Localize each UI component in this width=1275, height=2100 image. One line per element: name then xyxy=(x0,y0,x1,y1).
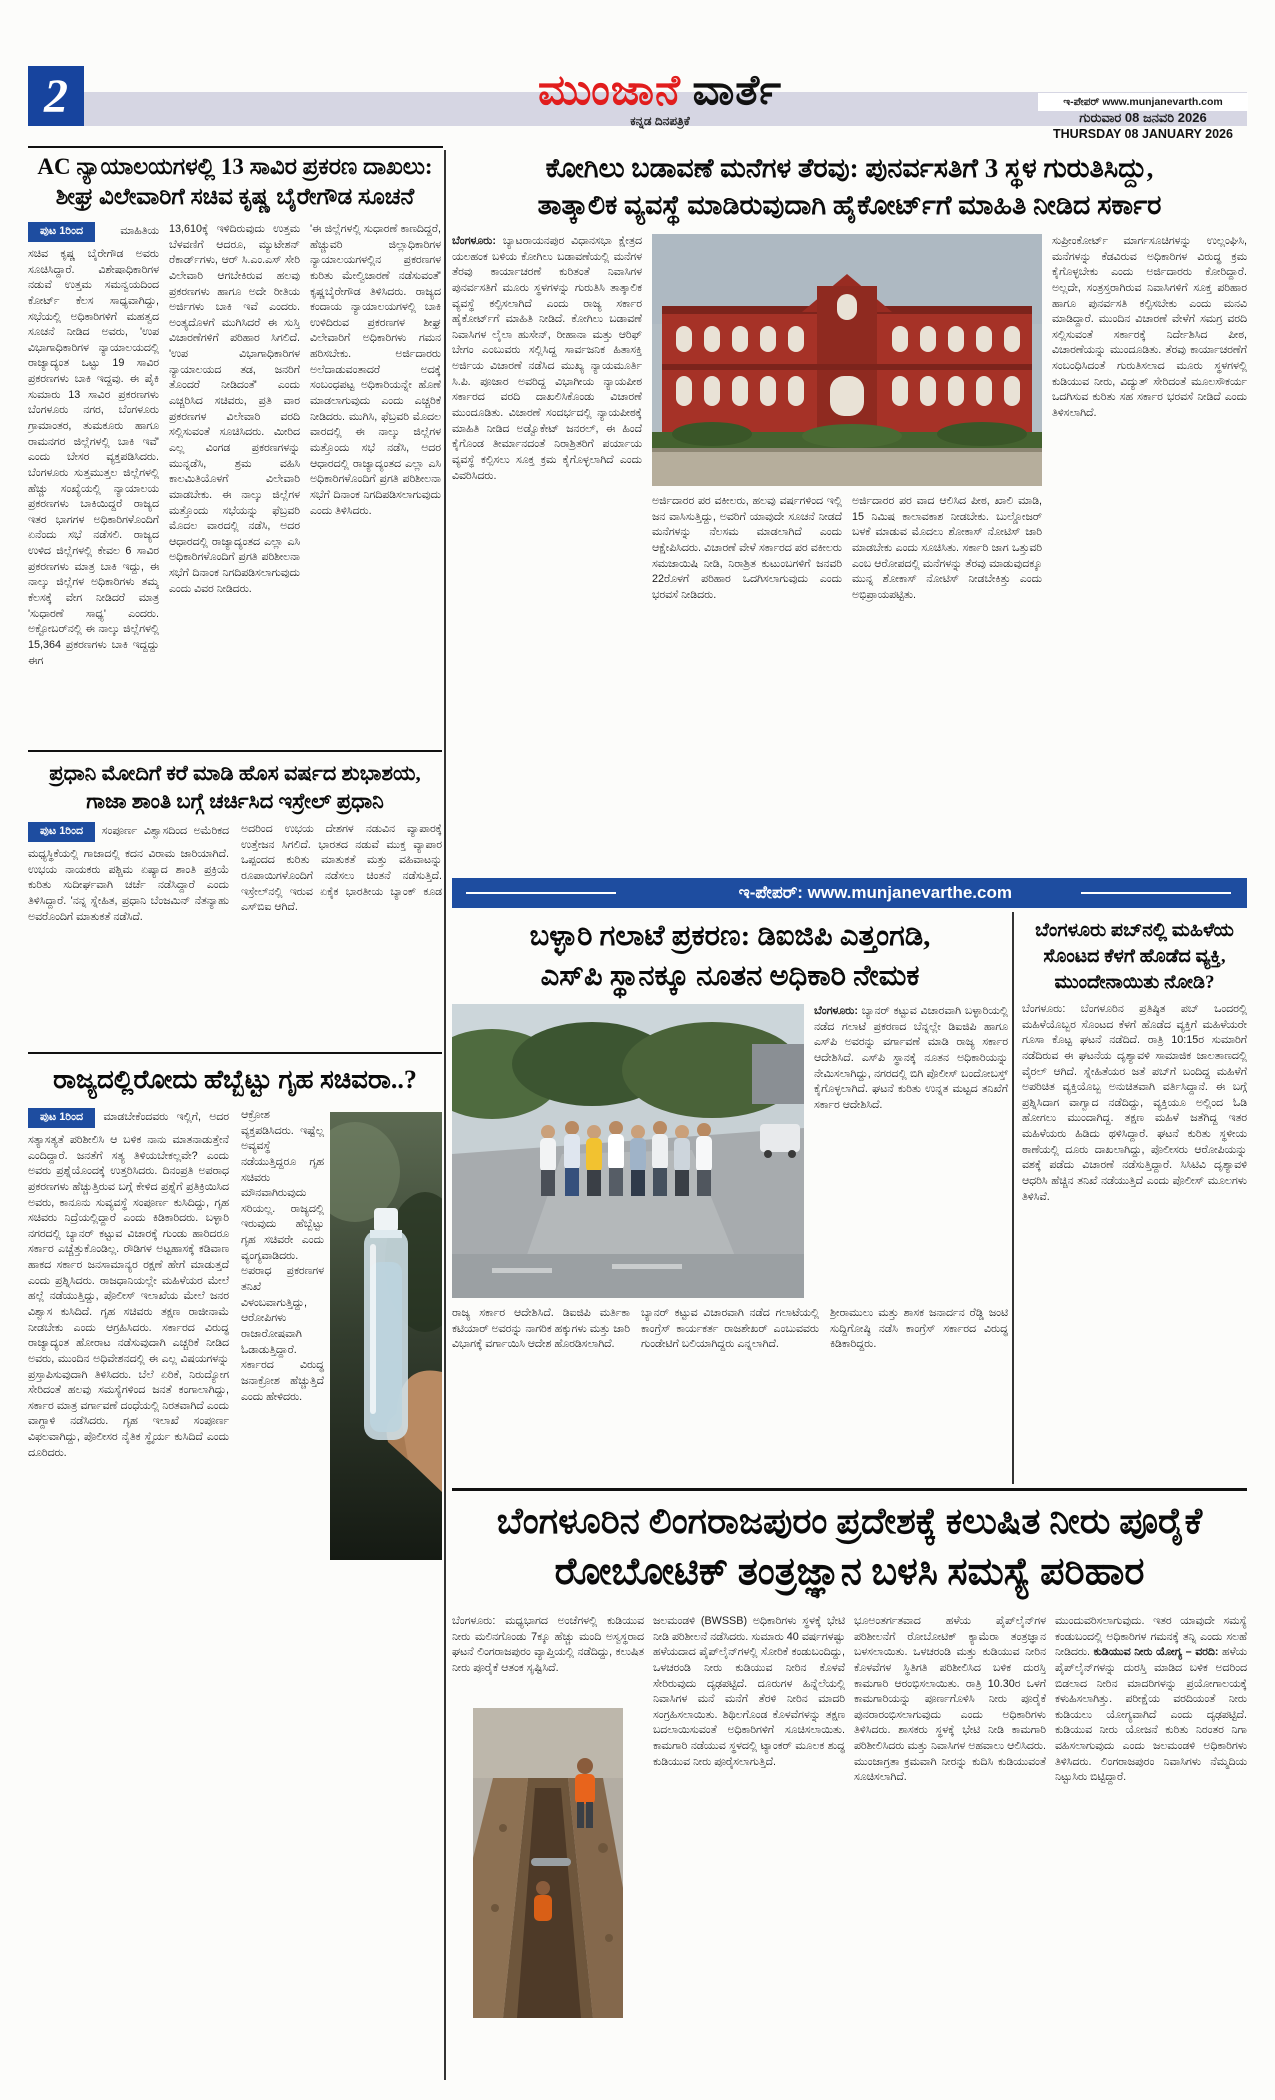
article-ac-body xyxy=(28,222,442,744)
article-hebbettu-body xyxy=(28,1108,442,2078)
epaper-url-top: ಇ-ಪೇಪರ್ www.munjanevarth.com xyxy=(1038,93,1248,111)
epaper-banner-text: ಇ-ಪೇಪರ್: www.munjanevarthe.com xyxy=(738,883,1012,902)
linga-col-1 xyxy=(452,1614,644,2080)
epaper-banner xyxy=(452,878,1247,908)
header-divider xyxy=(28,146,443,148)
kogilu-col1-text: ಬ್ಯಾಟರಾಯನಪುರ ವಿಧಾನಸಭಾ ಕ್ಷೇತ್ರದ ಯಲಹಂಕ ಬಳಿಯ ಕೋಗಿಲು ಬಡಾವಣೆಯಲ್ಲಿ ಮನೆಗಳ ತೆರವು ಕಾರ್ಯಾಚರಣೆ ಕುರಿತಂತೆ ನಿವಾಸಿಗಳ ಪುನರ್ವಸತಿಗೆ ಮೂರು ಸ್ಥಳಗಳನ್ನು ಗುರುತಿಸಿ ತಾತ್ಕಾಲಿಕ ವ್ಯವಸ್ಥೆ ಕಲ್ಪಿಸಲಾಗಿದೆ ಎಂದು ರಾಜ್ಯ ಸರ್ಕಾರ ಹೈಕೋರ್ಟ್‌ಗೆ ಮಾಹಿತಿ ನೀಡಿದೆ. ಕೋಗಿಲು ಬಡಾವಣೆ ನಿವಾಸಿಗಳ ಲೈಲಾ ಹುಸೇನ್, ರೀಹಾನಾ ಮತ್ತು ಆರಿಫ್ ಬೇಗಂ ಎಂಬುವರು ಸಲ್ಲಿಸಿದ್ದ ಸಾರ್ವಜನಿಕ ಹಿತಾಸಕ್ತಿ ಅರ್ಜಿಯ ವಿಚಾರಣೆ ನಡೆಸಿದ ಮುಖ್ಯ ನ್ಯಾಯಮೂರ್ತಿ ಸಿ.ಪಿ. ಪೂಜಾರ ಅವರಿದ್ದ ವಿಭಾಗೀಯ ನ್ಯಾಯಪೀಠ ಸರ್ಕಾರದ ವರದಿ ದಾಖಲಿಸಿಕೊಂಡು ವಿಚಾರಣೆ ಮುಂದೂಡಿತು. ವಿಚಾರಣೆ ಸಂದರ್ಭದಲ್ಲಿ ನ್ಯಾಯಪೀಠಕ್ಕೆ ಮಾಹಿತಿ ನೀಡಿದ ಅಡ್ವೊಕೇಟ್ ಜನರಲ್, ಈ ಹಿಂದೆ ಕೈಗೊಂಡ ತೀರ್ಮಾನದಂತೆ ನಿರಾಶ್ರಿತರಿಗೆ ಪರ್ಯಾಯ ವ್ಯವಸ್ಥೆ ಕಲ್ಪಿಸಲು ಸೂಕ್ತ ಕ್ರಮ ಕೈಗೊಳ್ಳಲಾಗಿದೆ ಎಂದು ವಿವರಿಸಿದರು. xyxy=(452,235,642,482)
modi-col-2: ಅದರಿಂದ ಉಭಯ ದೇಶಗಳ ನಡುವಿನ ವ್ಯಾಪಾರಕ್ಕೆ ಉತ್ತೇಜನ ಸಿಗಲಿದೆ. ಭಾರತದ ನಡುವೆ ಮುಕ್ತ ವ್ಯಾಪಾರ ಒಪ್ಪಂದದ ಕುರಿತು ಮಾತುಕತೆ ಮತ್ತು ವಹಿವಾಟನ್ನು ರೂಪಾಯಿಗಳೊಂದಿಗೆ ನಡೆಸಲು ಚಿಂತನೆ ನಡೆಸುತ್ತಿದೆ. ಇಸ್ರೇಲ್‌ನಲ್ಲಿ ಇರುವ ಏಕೈಕ ಭಾರತೀಯ ಬ್ಯಾಂಕ್ ಕೂಡ ಎಸ್‌ಬಿಐ ಆಗಿದೆ. xyxy=(241,823,442,914)
headline-linga-line2: ರೋಬೋಟಿಕ್ ತಂತ್ರಜ್ಞಾನ ಬಳಸಿ ಸಮಸ್ಯೆ ಪರಿಹಾರ xyxy=(554,1551,1145,1593)
bellary-side-col xyxy=(814,1004,1008,1298)
headline-modi-line2: ಗಾಜಾ ಶಾಂತಿ ಬಗ್ಗೆ ಚರ್ಚಿಸಿದ ಇಸ್ರೇಲ್ ಪ್ರಧಾನಿ xyxy=(86,788,384,813)
headline-ac-line1: AC ನ್ಯಾಯಾಲಯಗಳಲ್ಲಿ 13 ಸಾವಿರ ಪ್ರಕರಣ ದಾಖಲು: xyxy=(37,154,433,179)
hebbettu-col2-text: ಆಕ್ರೋಶ ವ್ಯಕ್ತಪಡಿಸಿದರು. ಇಷ್ಟೆಲ್ಲ ಅವ್ಯವಸ್ಥೆ ನಡೆಯುತ್ತಿದ್ದರೂ ಗೃಹ ಸಚಿವರು ಮೌನವಾಗಿರುವುದು ಸರಿಯಲ್ಲ. ರಾಜ್ಯದಲ್ಲಿ ಇರುವುದು ಹೆಬ್ಬೆಟ್ಟು ಗೃಹ ಸಚಿವರೇ ಎಂದು ವ್ಯಂಗ್ಯವಾಡಿದರು. ಅಪರಾಧ ಪ್ರಕರಣಗಳ ತನಿಖೆ ವಿಳಂಬವಾಗುತ್ತಿದ್ದು, ಆರೋಪಿಗಳು ರಾಜಾರೋಷವಾಗಿ ಓಡಾಡುತ್ತಿದ್ದಾರೆ. ಸರ್ಕಾರದ ವಿರುದ್ಧ ಜನಾಕ್ರೋಶ ಹೆಚ್ಚುತ್ತಿದೆ ಎಂದು ಹೇಳಿದರು. xyxy=(241,1109,324,1403)
linga-col-4 xyxy=(1055,1614,1247,2080)
headline-kogilu-line2: ತಾತ್ಕಾಲಿಕ ವ್ಯವಸ್ಥೆ ಮಾಡಿರುವುದಾಗಿ ಹೈಕೋರ್ಟ್‌ಗೆ ಮಾಹಿತಿ ನೀಡಿದ ಸರ್ಕಾರ xyxy=(537,189,1162,220)
linga-col-2: ಜಲಮಂಡಳಿ (BWSSB) ಅಧಿಕಾರಿಗಳು ಸ್ಥಳಕ್ಕೆ ಭೇಟಿ ನೀಡಿ ಪರಿಶೀಲನೆ ನಡೆಸಿದರು. ಸುಮಾರು 40 ವರ್ಷಗಳಷ್ಟು ಹಳೆಯದಾದ ಪೈಪ್‌ಲೈನ್‌ಗಳಲ್ಲಿ ಸೋರಿಕೆ ಕಂಡುಬಂದಿದ್ದು, ಒಳಚರಂಡಿ ನೀರು ಕುಡಿಯುವ ನೀರಿನ ಕೊಳವೆ ಸೇರಿರುವುದು ದೃಢಪಟ್ಟಿದೆ. ದೂರುಗಳ ಹಿನ್ನೆಲೆಯಲ್ಲಿ ನಿವಾಸಿಗಳ ಮನೆ ಮನೆಗೆ ತೆರಳಿ ನೀರಿನ ಮಾದರಿ ಸಂಗ್ರಹಿಸಲಾಯಿತು. ಶಿಥಿಲಗೊಂಡ ಕೊಳವೆಗಳನ್ನು ತಕ್ಷಣ ಬದಲಾಯಿಸುವಂತೆ ಅಧಿಕಾರಿಗಳಿಗೆ ಸೂಚಿಸಲಾಯಿತು. ಕಾಮಗಾರಿ ನಡೆಯುವ ಸ್ಥಳದಲ್ಲಿ ಟ್ಯಾಂಕರ್ ಮೂಲಕ ಶುದ್ಧ ಕುಡಿಯುವ ನೀರು ಪೂರೈಸಲಾಗುತ್ತಿದೆ. xyxy=(653,1615,845,1768)
water-bottle-photo-graphic xyxy=(330,1112,442,1560)
high-court-photo xyxy=(652,234,1042,486)
street-inspection-photo-graphic xyxy=(452,1004,804,1298)
continued-from-page1-tag: ಪುಟ 1ರಿಂದ xyxy=(28,822,95,842)
pub-col: ಬೆಂಗಳೂರು: ಬೆಂಗಳೂರಿನ ಪ್ರತಿಷ್ಠಿತ ಪಬ್ ಒಂದರಲ್ಲಿ ಮಹಿಳೆಯೊಬ್ಬರ ಸೊಂಟದ ಕೆಳಗೆ ಹೊಡೆದ ವ್ಯಕ್ತಿಗೆ ಮಹಿಳೆಯರೇ ಗೂಸಾ ಕೊಟ್ಟ ಘಟನೆ ನಡೆದಿದೆ. ರಾತ್ರಿ 10:15ರ ಸುಮಾರಿಗೆ ನಡೆದಿರುವ ಈ ಘಟನೆಯ ದೃಶ್ಯಾವಳಿ ಸಾಮಾಜಿಕ ಜಾಲತಾಣದಲ್ಲಿ ವೈರಲ್ ಆಗಿದೆ. ಸ್ನೇಹಿತೆಯರ ಜತೆ ಪಬ್‌ಗೆ ಬಂದಿದ್ದ ಮಹಿಳೆಗೆ ಅಪರಿಚಿತ ವ್ಯಕ್ತಿಯೊಬ್ಬ ಅನುಚಿತವಾಗಿ ವರ್ತಿಸಿದ್ದಾನೆ. ಈ ಬಗ್ಗೆ ಪ್ರಶ್ನಿಸಿದಾಗ ವಾಗ್ವಾದ ನಡೆದಿದ್ದು, ವ್ಯಕ್ತಿಯೂ ಅಲ್ಲಿಂದ ಓಡಿ ಹೋಗಲು ಮುಂದಾಗಿದ್ದ. ತಕ್ಷಣ ಮಹಿಳೆ ಜತೆಗಿದ್ದ ಇತರ ಮಹಿಳೆಯರು ಹಿಡಿದು ಥಳಿಸಿದ್ದಾರೆ. ಘಟನೆ ಕುರಿತು ಸ್ಥಳೀಯ ಠಾಣೆಯಲ್ಲಿ ದೂರು ದಾಖಲಾಗಿದ್ದು, ಪೊಲೀಸರು ಆರೋಪಿಯನ್ನು ವಶಕ್ಕೆ ಪಡೆದು ವಿಚಾರಣೆ ನಡೆಸುತ್ತಿದ್ದಾರೆ. ಸಿಸಿಟಿವಿ ದೃಶ್ಯಾವಳಿ ಆಧರಿಸಿ ಹೆಚ್ಚಿನ ತನಿಖೆ ನಡೆಯುತ್ತಿದೆ ಎಂದು ಪೊಲೀಸ್ ಮೂಲಗಳು ತಿಳಿಸಿವೆ. xyxy=(1022,1003,1247,1203)
linga-col1-text: ಬೆಂಗಳೂರು: ಮಧ್ಯಭಾಗದ ಅಂಚೆಗಳಲ್ಲಿ ಕುಡಿಯುವ ನೀರು ಮಲಿನಗೊಂಡು 7ಕ್ಕೂ ಹೆಚ್ಚು ಮಂದಿ ಅಸ್ವಸ್ಥರಾದ ಘಟನೆ ಲಿಂಗರಾಜಪುರಂ ವ್ಯಾಪ್ತಿಯಲ್ಲಿ ನಡೆದಿದ್ದು, ಕಲುಷಿತ ನೀರು ಪೂರೈಕೆ ಆತಂಕ ಸೃಷ್ಟಿಸಿದೆ. xyxy=(452,1615,644,1674)
bellary-tail-col3: ಶ್ರೀರಾಮುಲು ಮತ್ತು ಶಾಸಕ ಜನಾರ್ದನ ರೆಡ್ಡಿ ಜಂಟಿ ಸುದ್ದಿಗೋಷ್ಠಿ ನಡೆಸಿ ಕಾಂಗ್ರೆಸ್ ಸರ್ಕಾರದ ವಿರುದ್ಧ ಕಿಡಿಕಾರಿದ್ದರು. xyxy=(830,1307,1008,1351)
masthead-tagline: ಕನ್ನಡ ದಿನಪತ್ರಿಕೆ xyxy=(630,114,690,128)
continued-from-page1-tag: ಪುಟ 1ರಿಂದ xyxy=(28,1108,95,1128)
high-court-photo-graphic xyxy=(652,234,1042,486)
date-kannada: ಗುರುವಾರ 08 ಜನವರಿ 2026 xyxy=(1079,110,1207,125)
kogilu-col-4: ಸುಪ್ರೀಂಕೋರ್ಟ್ ಮಾರ್ಗಸೂಚಿಗಳನ್ನು ಉಲ್ಲಂಘಿಸಿ, ಮನೆಗಳನ್ನು ಕೆಡವಿರುವ ಅಧಿಕಾರಿಗಳ ವಿರುದ್ಧ ಕ್ರಮ ಕೈಗೊಳ್ಳಬೇಕು ಎಂದು ಅರ್ಜಿದಾರರು ಕೋರಿದ್ದಾರೆ. ಅಲ್ಲದೇ, ಸಂತ್ರಸ್ತರಾಗಿರುವ ನಿವಾಸಿಗಳಿಗೆ ಸೂಕ್ತ ಪರಿಹಾರ ಹಾಗೂ ಪುನರ್ವಸತಿ ಕಲ್ಪಿಸಬೇಕು ಎಂದು ಮನವಿ ಮಾಡಿದ್ದಾರೆ. ಮುಂದಿನ ವಿಚಾರಣೆ ವೇಳೆಗೆ ಸಮಗ್ರ ವರದಿ ಸಲ್ಲಿಸುವಂತೆ ಸರ್ಕಾರಕ್ಕೆ ನಿರ್ದೇಶಿಸಿದ ಪೀಠ, ವಿಚಾರಣೆಯನ್ನು ಮುಂದೂಡಿತು. ತೆರವು ಕಾರ್ಯಾಚರಣೆಗೆ ಸಂಬಂಧಿಸಿದಂತೆ ಗುರುತಿಸಲಾದ ಮೂರು ಸ್ಥಳಗಳಲ್ಲಿ ಕುಡಿಯುವ ನೀರು, ವಿದ್ಯುತ್ ಸೇರಿದಂತೆ ಮೂಲಸೌಕರ್ಯ ಒದಗಿಸುವ ಕುರಿತು ಸಹ ಸರ್ಕಾರ ಭರವಸೆ ನೀಡಿದೆ ಎಂದು ತಿಳಿಸಲಾಗಿದೆ. xyxy=(1052,235,1247,420)
article-pub-body xyxy=(1022,1002,1247,1482)
kogilu-middle-block xyxy=(652,234,1042,872)
kogilu-col-3: ಅರ್ಜಿದಾರರ ಪರ ವಾದ ಆಲಿಸಿದ ಪೀಠ, ಖಾಲಿ ಮಾಡಿ, 15 ನಿಮಿಷ ಕಾಲಾವಕಾಶ ನೀಡಬೇಕು. ಬುಲ್ಡೋಜರ್ ಬಳಕೆ ಮಾಡುವ ಮೊದಲು ಶೋಕಾಸ್ ನೋಟಿಸ್ ಜಾರಿ ಮಾಡಬೇಕು ಎಂದು ಸೂಚಿಸಿತು. ಸರ್ಕಾರಿ ಜಾಗ ಒತ್ತುವರಿ ಎಂಬ ಆರೋಪದಲ್ಲಿ ಮನೆಗಳನ್ನು ತೆರವು ಮಾಡುವುದಕ್ಕೂ ಮುನ್ನ ಶೋಕಾಸ್ ನೋಟಿಸ್ ನೀಡಬೇಕಿತ್ತು ಎಂದು ಅಭಿಪ್ರಾಯಪಟ್ಟಿತು. xyxy=(852,495,1042,601)
trench-digging-photo-graphic xyxy=(473,1708,623,2018)
headline-modi-line1: ಪ್ರಧಾನಿ ಮೋದಿಗೆ ಕರೆ ಮಾಡಿ ಹೊಸ ವರ್ಷದ ಶುಭಾಶಯ, xyxy=(49,761,421,785)
divider xyxy=(28,750,442,752)
headline-bellary xyxy=(452,916,1008,996)
headline-kogilu xyxy=(452,150,1247,223)
kogilu-col-1 xyxy=(452,234,642,872)
headline-pub-line1: ಬೆಂಗಳೂರು ಪಬ್‌ನಲ್ಲಿ ಮಹಿಳೆಯ xyxy=(1035,920,1234,941)
article-kogilu-body xyxy=(452,234,1247,872)
article-modi-body xyxy=(28,822,442,1044)
linga-col4-bold-label: ಕುಡಿಯುವ ನೀರು ಯೋಗ್ಯ – ವರದಿ: xyxy=(1093,1646,1222,1659)
trench-digging-photo xyxy=(473,1708,623,2018)
banner-deco-line-right xyxy=(1081,892,1231,894)
bellary-photo-row xyxy=(452,1004,1008,1298)
hebbettu-col1-text: ಮಾಡಬೇಕೆಂದವರು ಇಲ್ಲಿಗೆ, ಅದರ ಸತ್ಯಾಸತ್ಯತೆ ಪರಿಶೀಲಿಸಿ ಆ ಬಳಿಕ ನಾನು ಮಾತನಾಡುತ್ತೇನೆ ಎಂದಿದ್ದಾರೆ. ಜನತೆಗೆ ಸತ್ಯ ತಿಳಿಯಬೇಕಲ್ಲವೇ? ಎಂದು ಅವರು ಪ್ರಶ್ನೆಯೊಂದಕ್ಕೆ ಉತ್ತರಿಸಿದರು. ದಿನಂಪ್ರತಿ ಅಪರಾಧ ಪ್ರಕರಣಗಳು ಹೆಚ್ಚುತ್ತಿರುವ ಬಗ್ಗೆ ಕೇಳಿದ ಪ್ರಶ್ನೆಗೆ ಪ್ರತಿಕ್ರಿಯಿಸಿದ ಅವರು, ಕಾನೂನು ಸುವ್ಯವಸ್ಥೆ ಸಂಪೂರ್ಣ ಕುಸಿದಿದ್ದು, ಗೃಹ ಸಚಿವರು ನಿದ್ರೆಯಲ್ಲಿದ್ದಾರೆ ಎಂದು ಕಿಡಿಕಾರಿದರು. ಬಳ್ಳಾರಿ ನಗರದಲ್ಲಿ ಬ್ಯಾನರ್ ಕಟ್ಟುವ ವಿಚಾರಕ್ಕೆ ಗುಂಡು ಹಾರಿದರೂ ಸರ್ಕಾರ ಎಚ್ಚೆತ್ತುಕೊಂಡಿಲ್ಲ. ರೌಡಿಗಳ ಅಟ್ಟಹಾಸಕ್ಕೆ ಕಡಿವಾಣ ಹಾಕದ ಸರ್ಕಾರ ಜನಸಾಮಾನ್ಯರ ರಕ್ಷಣೆ ಹೇಗೆ ಮಾಡುತ್ತದೆ ಎಂದು ಪ್ರಶ್ನಿಸಿದರು. ರಾಜಧಾನಿಯಲ್ಲೇ ಮಹಿಳೆಯರ ಮೇಲೆ ಹಲ್ಲೆ ನಡೆಯುತ್ತಿದ್ದು, ಪೊಲೀಸ್ ಇಲಾಖೆಯ ಮೇಲೆ ಜನರ ವಿಶ್ವಾಸ ಕುಸಿದಿದೆ. ಗೃಹ ಸಚಿವರು ತಕ್ಷಣ ರಾಜೀನಾಮೆ ನೀಡಬೇಕು ಎಂದು ಆಗ್ರಹಿಸಿದರು. ಸರ್ಕಾರದ ವಿರುದ್ಧ ರಾಜ್ಯಾದ್ಯಂತ ಹೋರಾಟ ನಡೆಸುವುದಾಗಿ ಎಚ್ಚರಿಕೆ ನೀಡಿದ ಅವರು, ಮುಂದಿನ ಅಧಿವೇಶನದಲ್ಲಿ ಈ ಎಲ್ಲ ವಿಷಯಗಳನ್ನು ಪ್ರಸ್ತಾಪಿಸುವುದಾಗಿ ತಿಳಿಸಿದರು. ಬೆಲೆ ಏರಿಕೆ, ನಿರುದ್ಯೋಗ ಸೇರಿದಂತೆ ಹಲವು ಸಮಸ್ಯೆಗಳಿಂದ ಜನತೆ ಕಂಗಾಲಾಗಿದ್ದು, ಸರ್ಕಾರ ಮಾತ್ರ ವರ್ಗಾವಣೆ ದಂಧೆಯಲ್ಲಿ ನಿರತವಾಗಿದೆ ಎಂದು ವಾಗ್ದಾಳಿ ನಡೆಸಿದರು. ಗೃಹ ಇಲಾಖೆ ಸಂಪೂರ್ಣ ವಿಫಲವಾಗಿದ್ದು, ಪೊಲೀಸರ ನೈತಿಕ ಸ್ಥೈರ್ಯ ಕುಸಿದಿದೆ ಎಂದು ದೂರಿದರು. xyxy=(28,1111,229,1459)
headline-bellary-line2: ಎಸ್‌ಪಿ ಸ್ಥಾನಕ್ಕೂ ನೂತನ ಅಧಿಕಾರಿ ನೇಮಕ xyxy=(540,960,920,993)
bellary-dateline: ಬೆಂಗಳೂರು: xyxy=(814,1005,858,1017)
headline-kogilu-line1: ಕೋಗಿಲು ಬಡಾವಣೆ ಮನೆಗಳ ತೆರವು: ಪುನರ್ವಸತಿಗೆ 3 ಸ್ಥಳ ಗುರುತಿಸಿದ್ದು, xyxy=(545,153,1154,183)
bellary-side-text: ಬ್ಯಾನರ್ ಕಟ್ಟುವ ವಿಚಾರವಾಗಿ ಬಳ್ಳಾರಿಯಲ್ಲಿ ನಡೆದ ಗಲಾಟೆ ಪ್ರಕರಣದ ಬೆನ್ನಲ್ಲೇ ಡಿಐಜಿಪಿ ಹಾಗೂ ಎಸ್‌ಪಿ ಅವರನ್ನು ವರ್ಗಾವಣೆ ಮಾಡಿ ರಾಜ್ಯ ಸರ್ಕಾರ ಆದೇಶಿಸಿದೆ. ಎಸ್‌ಪಿ ಸ್ಥಾನಕ್ಕೆ ನೂತನ ಅಧಿಕಾರಿಯನ್ನು ನೇಮಿಸಲಾಗಿದ್ದು, ನಗರದಲ್ಲಿ ಬಿಗಿ ಪೊಲೀಸ್ ಬಂದೋಬಸ್ತ್ ಕೈಗೊಳ್ಳಲಾಗಿದೆ. ಘಟನೆ ಕುರಿತು ಉನ್ನತ ಮಟ್ಟದ ತನಿಖೆಗೆ ಸರ್ಕಾರ ಆದೇಶಿಸಿದೆ. xyxy=(814,1005,1008,1111)
bellary-tail-col1: ರಾಜ್ಯ ಸರ್ಕಾರ ಆದೇಶಿಸಿದೆ. ಡಿಐಜಿಪಿ ಮರ್ತಿಕಾ ಕಟಿಯಾರ್ ಅವರನ್ನು ನಾಗರಿಕ ಹಕ್ಕುಗಳು ಮತ್ತು ಜಾರಿ ವಿಭಾಗಕ್ಕೆ ವರ್ಗಾಯಿಸಿ ಆದೇಶ ಹೊರಡಿಸಲಾಗಿದೆ. xyxy=(452,1307,630,1351)
continued-from-page1-tag: ಪುಟ 1ರಿಂದ xyxy=(28,222,95,242)
bellary-tail-columns xyxy=(452,1306,1008,1482)
headline-ac-line2: ಶೀಘ್ರ ವಿಲೇವಾರಿಗೆ ಸಚಿವ ಕೃಷ್ಣ ಬೈರೇಗೌಡ ಸೂಚನೆ xyxy=(55,184,415,210)
masthead-first-word: ಮುಂಜಾನೆ xyxy=(538,68,681,114)
headline-pub-line2: ಸೊಂಟದ ಕೆಳಗೆ ಹೊಡೆದ ವ್ಯಕ್ತಿ, xyxy=(1043,946,1226,968)
bellary-tail-col2: ಬ್ಯಾನರ್ ಕಟ್ಟುವ ವಿಚಾರವಾಗಿ ನಡೆದ ಗಲಾಟೆಯಲ್ಲಿ ಕಾಂಗ್ರೆಸ್ ಕಾರ್ಯಕರ್ತ ರಾಜಶೇಖರ್ ಎಂಬುವವರು ಗುಂಡೇಟಿಗೆ ಬಲಿಯಾಗಿದ್ದರು ಎನ್ನಲಾಗಿದೆ. xyxy=(641,1307,819,1351)
modi-col-1 xyxy=(28,822,229,1044)
headline-bellary-line1: ಬಳ್ಳಾರಿ ಗಲಾಟೆ ಪ್ರಕರಣ: ಡಿಐಜಿಪಿ ಎತ್ತಂಗಡಿ, xyxy=(529,920,931,952)
linga-col4-text-b: ಹಳೆಯ ಪೈಪ್‌ಲೈನ್‌ಗಳನ್ನು ದುರಸ್ತಿ ಮಾಡಿದ ಬಳಿಕ ಅದರಿಂದ ಬಿಡಲಾದ ನೀರಿನ ಮಾದರಿಗಳನ್ನು ಪ್ರಯೋಗಾಲಯಕ್ಕೆ ಕಳುಹಿಸಲಾಗಿತ್ತು. ಪರೀಕ್ಷೆಯ ವರದಿಯಂತೆ ನೀರು ಕುಡಿಯಲು ಯೋಗ್ಯವಾಗಿದೆ ಎಂದು ದೃಢಪಟ್ಟಿದೆ. ಕುಡಿಯುವ ನೀರು ಯೋಜನೆ ಕುರಿತು ನಿರಂತರ ನಿಗಾ ವಹಿಸಲಾಗುವುದು ಎಂದು ಜಲಮಂಡಳಿ ಅಧಿಕಾರಿಗಳು ತಿಳಿಸಿದರು. ಲಿಂಗರಾಜಪುರಂ ನಿವಾಸಿಗಳು ನೆಮ್ಮದಿಯ ನಿಟ್ಟುಸಿರು ಬಿಟ್ಟಿದ್ದಾರೆ. xyxy=(1055,1646,1247,1784)
hebbettu-col-1 xyxy=(28,1108,229,2078)
date-english: THURSDAY 08 JANUARY 2026 xyxy=(1053,127,1233,141)
headline-linga-line1: ಬೆಂಗಳೂರಿನ ಲಿಂಗರಾಜಪುರಂ ಪ್ರದೇಶಕ್ಕೆ ಕಲುಷಿತ ನೀರು ಪೂರೈಕೆ xyxy=(496,1501,1203,1541)
street-inspection-photo xyxy=(452,1004,804,1298)
kogilu-sub-columns xyxy=(652,494,1042,872)
divider-bottom-article xyxy=(452,1488,1247,1491)
modi-col1-text: ಸಂಪೂರ್ಣ ವಿಶ್ವಾಸದಿಂದ ಅಮೆರಿಕದ ಮಧ್ಯಸ್ಥಿಕೆಯಲ್ಲಿ ಗಾಜಾದಲ್ಲಿ ಕದನ ವಿರಾಮ ಜಾರಿಯಾಗಿದೆ. ಉಭಯ ನಾಯಕರು ಪಶ್ಚಿಮ ಏಷ್ಯಾದ ಶಾಂತಿ ಪ್ರಕ್ರಿಯೆ ಕುರಿತು ಸುದೀರ್ಘವಾಗಿ ಚರ್ಚೆ ನಡೆಸಿದ್ದಾರೆ ಎಂದು ತಿಳಿಸಿದ್ದಾರೆ. 'ನನ್ನ ಸ್ನೇಹಿತ, ಪ್ರಧಾನಿ ಬೆಂಜಮಿನ್ ನೆತನ್ಯಾಹು ಅವರೊಂದಿಗೆ ಮಾತುಕತೆ ನಡೆಸಿದೆ. xyxy=(28,825,229,923)
kogilu-col-2: ಅರ್ಜಿದಾರರ ಪರ ವಕೀಲರು, ಹಲವು ವರ್ಷಗಳಿಂದ ಇಲ್ಲಿ ಜನ ವಾಸಿಸುತ್ತಿದ್ದು, ಅವರಿಗೆ ಯಾವುದೇ ಸೂಚನೆ ನೀಡದೆ ಮನೆಗಳನ್ನು ನೆಲಸಮ ಮಾಡಲಾಗಿದೆ ಎಂದು ಆಕ್ಷೇಪಿಸಿದರು. ವಿಚಾರಣೆ ವೇಳೆ ಸರ್ಕಾರದ ಪರ ವಕೀಲರು ಸಮಜಾಯಿಷಿ ನೀಡಿ, ನಿರಾಶ್ರಿತ ಕುಟುಂಬಗಳಿಗೆ ಜನವರಿ 22ರೊಳಗೆ ಪರಿಹಾರ ಒದಗಿಸಲಾಗುವುದು ಎಂದು ಭರವಸೆ ನೀಡಿದರು. xyxy=(652,495,842,601)
headline-hebbettu: ರಾಜ್ಯದಲ್ಲಿರೋದು ಹೆಬ್ಬೆಟ್ಟು ಗೃಹ ಸಚಿವರಾ..? xyxy=(53,1065,417,1094)
divider xyxy=(28,1052,442,1054)
ac-col-2: 13,610ಕ್ಕೆ ಇಳಿದಿರುವುದು ಉತ್ತಮ ಬೆಳವಣಿಗೆ ಆದರೂ, ಮ್ಯುಟೇಶನ್‌ ರೆಕಾರ್ಡ್‌ಗಳು, ಆರ್ ಸಿ.ಎಂ.ಎಸ್ ಸೇರಿ ವಿಲೇವಾರಿ ಆಗಬೇಕಿರುವ ಹಲವು ಪ್ರಕರಣಗಳು ಹಾಗೂ ಅದೇ ರೀತಿಯ ಅರ್ಜಿಗಳು ಬಾಕಿ ಇವೆ ಎಂದರು. ಅಂತ್ಯದೊಳಗೆ ಮುಗಿಸಿದರೆ ಈ ಸುಸ್ತಿ ವಿಚಾರಣೆಗಳಿಗೆ ಪರಿಹಾರ ಸಿಗಲಿದೆ. 'ಉಪ ವಿಭಾಗಾಧಿಕಾರಿಗಳ ನ್ಯಾಯಾಲಯದ ತಡ, ಜನರಿಗೆ ತೊಂದರೆ ನೀಡಿದಂತೆ' ಎಂದು ಎಚ್ಚರಿಸಿದ ಸಚಿವರು, ಪ್ರತಿ ವಾರ ಪ್ರಕರಣಗಳ ವಿಲೇವಾರಿ ವರದಿ ಸಲ್ಲಿಸುವಂತೆ ಸೂಚಿಸಿದರು. ಮೀರಿದ ಎಲ್ಲ ವಿಂಗಡ ಪ್ರಕರಣಗಳನ್ನು ಮುನ್ನಡೆಸಿ, ಶ್ರಮ ವಹಿಸಿ ಕಾಲಮಿತಿಯೊಳಗೆ ವಿಲೇವಾರಿ ಮಾಡಬೇಕು. ಈ ನಾಲ್ಕು ಜಿಲ್ಲೆಗಳ ಮತ್ತೊಂದು ಸಭೆಯನ್ನು ಫೆಬ್ರವರಿ ಮೊದಲ ವಾರದಲ್ಲಿ ನಡೆಸಿ, ಅದರ ಆಧಾರದಲ್ಲಿ ರಾಜ್ಯಾದ್ಯಂತದ ಎಲ್ಲಾ ಎಸಿ ಅಧಿಕಾರಿಗಳೊಂದಿಗೆ ಪ್ರಗತಿ ಪರಿಶೀಲನಾ ಸಭೆಗೆ ದಿನಾಂಕ ನಿಗದಿಪಡಿಸಲಾಗುವುದು ಎಂದು ವಿವರ ನೀಡಿದರು. xyxy=(169,223,300,595)
linga-col-3: ಭೂಅಂತರ್ಗತವಾದ ಹಳೆಯ ಪೈಪ್‌ಲೈನ್‌ಗಳ ಪರಿಶೀಲನೆಗೆ ರೋಬೋಟಿಕ್ ಕ್ಯಾಮೆರಾ ತಂತ್ರಜ್ಞಾನ ಬಳಸಲಾಯಿತು. ಒಳಚರಂಡಿ ಮತ್ತು ಕುಡಿಯುವ ನೀರಿನ ಕೊಳವೆಗಳ ಸ್ಥಿತಿಗತಿ ಪರಿಶೀಲಿಸಿದ ಬಳಿಕ ದುರಸ್ತಿ ಕಾಮಗಾರಿ ಆರಂಭಿಸಲಾಯಿತು. ರಾತ್ರಿ 10.30ರ ಒಳಗೆ ಕಾಮಗಾರಿಯನ್ನು ಪೂರ್ಣಗೊಳಿಸಿ ನೀರು ಪೂರೈಕೆ ಪುನರಾರಂಭಿಸಲಾಗುವುದು ಎಂದು ಅಧಿಕಾರಿಗಳು ತಿಳಿಸಿದರು. ಶಾಸಕರು ಸ್ಥಳಕ್ಕೆ ಭೇಟಿ ನೀಡಿ ಕಾಮಗಾರಿ ಪರಿಶೀಲಿಸಿದರು ಮತ್ತು ನಿವಾಸಿಗಳ ಅಹವಾಲು ಆಲಿಸಿದರು. ಮುಂಜಾಗ್ರತಾ ಕ್ರಮವಾಗಿ ನೀರನ್ನು ಕುದಿಸಿ ಕುಡಿಯುವಂತೆ ಸೂಚಿಸಲಾಗಿದೆ. xyxy=(854,1615,1046,1784)
kogilu-dateline: ಬೆಂಗಳೂರು: xyxy=(452,235,496,247)
article-linga-body xyxy=(452,1614,1247,2080)
ac-col-1 xyxy=(28,222,159,744)
page-number: 2 xyxy=(28,66,84,126)
headline-pub-line3: ಮುಂದೇನಾಯಿತು ನೋಡಿ? xyxy=(1054,972,1215,994)
headline-pub xyxy=(1022,918,1247,997)
masthead-second-word: ವಾರ್ತೆ xyxy=(692,68,782,114)
water-bottle-photo xyxy=(330,1112,442,1560)
headline-modi-call xyxy=(28,760,442,815)
linga-col4-text-a: ಮುಂದುವರಿಸಲಾಗುವುದು. ಇತರ ಯಾವುದೇ ಸಮಸ್ಯೆ ಕಂಡುಬಂದಲ್ಲಿ ಅಧಿಕಾರಿಗಳ ಗಮನಕ್ಕೆ ತನ್ನಿ ಎಂದು ಸಲಹೆ ನೀಡಿದರು. xyxy=(1055,1615,1247,1659)
headline-ac-courts xyxy=(28,152,442,213)
ac-col-3: 'ಈ ಜಿಲ್ಲೆಗಳಲ್ಲಿ ಸುಧಾರಣೆ ಕಾಣದಿದ್ದರೆ, ಹೆಚ್ಚುವರಿ ಜಿಲ್ಲಾಧಿಕಾರಿಗಳ ನ್ಯಾಯಾಲಯಗಳಲ್ಲಿನ ಪ್ರಕರಣಗಳ ಕುರಿತು ಮೇಲ್ವಿಚಾರಣೆ ನಡೆಸುವಂತೆ' ಕೃಷ್ಣಬೈರೇಗೌಡ ತಿಳಿಸಿದರು. ರಾಜ್ಯದ ಕಂದಾಯ ನ್ಯಾಯಾಲಯಗಳಲ್ಲಿ ಬಾಕಿ ಉಳಿದಿರುವ ಪ್ರಕರಣಗಳ ಶೀಘ್ರ ವಿಲೇವಾರಿಗೆ ಅಧಿಕಾರಿಗಳು ಗಮನ ಹರಿಸಬೇಕು. ಅರ್ಜಿದಾರರು ಅಲೆದಾಡುವಂತಾದರೆ ಅದಕ್ಕೆ ಸಂಬಂಧಪಟ್ಟ ಅಧಿಕಾರಿಯನ್ನೇ ಹೊಣೆ ಮಾಡಲಾಗುವುದು ಎಂದು ಎಚ್ಚರಿಕೆ ನೀಡಿದರು. ಮುಗಿಸಿ, ಫೆಬ್ರವರಿ ಮೊದಲ ವಾರದಲ್ಲಿ ಈ ನಾಲ್ಕು ಜಿಲ್ಲೆಗಳ ಮತ್ತೊಂದು ಸಭೆ ನಡೆಸಿ, ಅದರ ಆಧಾರದಲ್ಲಿ ರಾಜ್ಯಾದ್ಯಂತದ ಎಲ್ಲಾ ಎಸಿ ಅಧಿಕಾರಿಗಳೊಂದಿಗೆ ಪ್ರಗತಿ ಪರಿಶೀಲನಾ ಸಭೆಗೆ ದಿನಾಂಕ ನಿಗದಿಪಡಿಸಲಾಗುವುದು ಎಂದು ತಿಳಿಸಿದರು. xyxy=(310,223,441,517)
column-divider-main xyxy=(444,150,446,2080)
ac-col1-text: ಮಾಹಿತಿಯ ಸಚಿವ ಕೃಷ್ಣ ಬೈರೇಗೌಡ ಅವರು ಸೂಚಿಸಿದ್ದಾರೆ. ವಿಶೇಷಾಧಿಕಾರಿಗಳ ನಡುವೆ ಉತ್ತಮ ಸಮನ್ವಯದಿಂದ ಕೋರ್ಟ್ ಕೆಲಸ ಸಾಧ್ಯವಾಗಿದ್ದು, ಸಭೆಯಲ್ಲಿ ಅಧಿಕಾರಿಗಳಿಗೆ ಮಹತ್ವದ ಸೂಚನೆ ನೀಡಿದ ಅವರು, 'ಉಪ ವಿಭಾಗಾಧಿಕಾರಿಗಳ ನ್ಯಾಯಾಲಯದಲ್ಲಿ ರಾಜ್ಯಾದ್ಯಂತ ಒಟ್ಟು 19 ಸಾವಿರ ಪ್ರಕರಣಗಳು ಬಾಕಿ ಇದ್ದವು. ಈ ಪೈಕಿ ಸುಮಾರು 13 ಸಾವಿರ ಪ್ರಕರಣಗಳು ಬೆಂಗಳೂರು ನಗರ, ಬೆಂಗಳೂರು ಗ್ರಾಮಾಂತರ, ತುಮಕೂರು ಹಾಗೂ ರಾಮನಗರ ಜಿಲ್ಲೆಗಳಲ್ಲಿ ಬಾಕಿ ಇವೆ' ಎಂದು ಬೇಸರ ವ್ಯಕ್ತಪಡಿಸಿದರು. ಬೆಂಗಳೂರು ಸುತ್ತಮುತ್ತಲ ಜಿಲ್ಲೆಗಳಲ್ಲಿ ಹೆಚ್ಚು ಸಂಖ್ಯೆಯಲ್ಲಿ ನ್ಯಾಯಾಲಯ ಪ್ರಕರಣಗಳು ಬಾಕಿಯಿದ್ದರೆ ರಾಜ್ಯದ ಇತರ ಭಾಗಗಳ ಅಧಿಕಾರಿಗಳೊಂದಿಗೆ ಏನೆಂದು ಸಭೆ ನಡೆಸಲಿ. ರಾಜ್ಯದ ಉಳಿದ ಜಿಲ್ಲೆಗಳಲ್ಲಿ ಕೇವಲ 6 ಸಾವಿರ ಪ್ರಕರಣಗಳು ಮಾತ್ರ ಬಾಕಿ ಇದ್ದು, ಈ ನಾಲ್ಕು ಜಿಲ್ಲೆಗಳ ಅಧಿಕಾರಿಗಳು ತಮ್ಮ ಕೆಲಸಕ್ಕೆ ವೇಗ ನೀಡಿದರೆ ಮಾತ್ರ 'ಸುಧಾರಣೆ ಸಾಧ್ಯ' ಎಂದರು. ಅಕ್ಟೋಬರ್‌ನಲ್ಲಿ ಈ ನಾಲ್ಕು ಜಿಲ್ಲೆಗಳಲ್ಲಿ 15,364 ಪ್ರಕರಣಗಳು ಬಾಕಿ ಇದ್ದದ್ದು ಈಗ xyxy=(28,225,159,667)
column-divider-pub xyxy=(1012,912,1014,1484)
hebbettu-col-2 xyxy=(241,1108,442,2078)
masthead-title xyxy=(420,68,900,114)
